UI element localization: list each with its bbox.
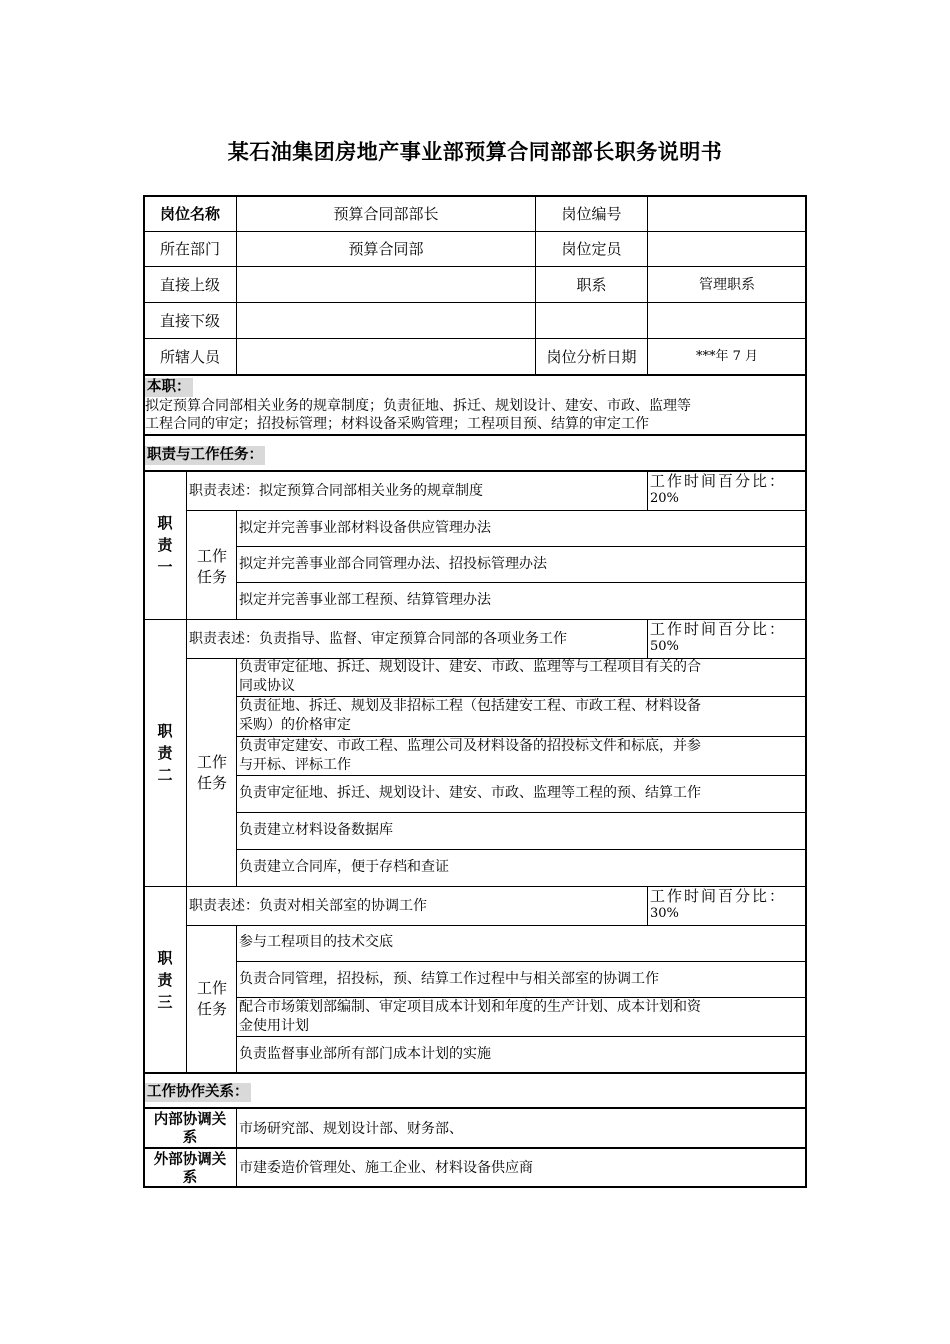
core-duty-label: 本职：: [147, 379, 191, 395]
analysis-date-value: ***年 7 月: [695, 348, 759, 364]
duty-2-task-label: 工作任务: [196, 753, 227, 792]
duty-2-task-3: 负责审定建安、市政工程、监理公司及材料设备的招投标文件和标底，并参 与开标、评标工作: [239, 738, 701, 773]
subordinate-label: 直接下级: [159, 311, 220, 330]
internal-relations-value: 市场研究部、规划设计部、财务部、: [239, 1121, 463, 1137]
duty-3-task-label: 工作任务: [196, 979, 227, 1018]
relations-section-label: 工作协作关系：: [147, 1084, 249, 1100]
job-family-value: 管理职系: [699, 276, 755, 293]
duty-3-task-1: 参与工程项目的技术交底: [239, 934, 393, 950]
duty-2-task-2: 负责征地、拆迁、规划及非招标工程（包括建安工程、市政工程、材料设备 采购）的价格审定: [239, 698, 701, 733]
duty-3-percentage: 工作时间百分比： 30%: [650, 887, 787, 921]
position-name-value: 预算合同部部长: [333, 204, 439, 223]
duty-3-task-2: 负责合同管理，招投标，预、结算工作过程中与相关部室的协调工作: [239, 971, 659, 987]
position-no-label: 岗位编号: [561, 204, 622, 223]
department-label: 所在部门: [159, 240, 220, 258]
superior-value: [237, 267, 535, 302]
duty-2-task-4: 负责审定征地、拆迁、规划设计、建安、市政、监理等工程的预、结算工作: [239, 785, 701, 801]
duty-2-name: 职 责 二: [157, 722, 173, 784]
duty-3-name: 职 责 三: [157, 949, 173, 1011]
duty-1-percentage: 工作时间百分比： 20%: [650, 472, 787, 506]
headcount-value: [648, 232, 806, 266]
staff-label: 所辖人员: [159, 347, 220, 366]
department-value: 预算合同部: [348, 240, 424, 258]
job-family-label: 职系: [576, 275, 607, 294]
core-duty-line-2: 工程合同的审定；招投标管理；材料设备采购管理；工程项目预、结算的审定工作: [145, 416, 649, 432]
superior-label: 直接上级: [159, 275, 220, 294]
duty-1-statement: 职责表述：拟定预算合同部相关业务的规章制度: [189, 482, 483, 499]
staff-value: [237, 339, 535, 374]
position-name-label: 岗位名称: [159, 204, 220, 223]
external-relations-value: 市建委造价管理处、施工企业、材料设备供应商: [239, 1160, 533, 1176]
duty-2-percentage: 工作时间百分比： 50%: [650, 620, 787, 654]
analysis-date-label: 岗位分析日期: [546, 347, 637, 366]
duty-3-task-3: 配合市场策划部编制、审定项目成本计划和年度的生产计划、成本计划和资 金使用计划: [239, 999, 701, 1034]
duty-1-task-2: 拟定并完善事业部合同管理办法、招投标管理办法: [239, 556, 547, 572]
duty-2-task-5: 负责建立材料设备数据库: [239, 822, 393, 838]
page-title: 某石油集团房地产事业部预算合同部部长职务说明书: [227, 140, 723, 164]
duty-3-task-4: 负责监督事业部所有部门成本计划的实施: [239, 1046, 491, 1062]
external-relations-label: 外部协调关 系: [153, 1152, 227, 1186]
internal-relations-label: 内部协调关 系: [153, 1112, 227, 1146]
duty-1-task-label: 工作任务: [196, 547, 227, 586]
duty-3-statement: 职责表述：负责对相关部室的协调工作: [189, 898, 427, 914]
duty-2-task-1: 负责审定征地、拆迁、规划设计、建安、市政、监理等与工程项目有关的合 同或协议: [239, 659, 701, 694]
duties-section-label: 职责与工作任务：: [147, 447, 263, 463]
position-no-value: [648, 196, 806, 231]
duty-1-task-3: 拟定并完善事业部工程预、结算管理办法: [239, 592, 491, 608]
headcount-label: 岗位定员: [561, 240, 622, 258]
duty-2-task-6: 负责建立合同库，便于存档和查证: [239, 859, 449, 875]
duty-1-name: 职 责 一: [157, 514, 173, 576]
duty-1-task-1: 拟定并完善事业部材料设备供应管理办法: [239, 520, 491, 536]
core-duty-line-1: 拟定预算合同部相关业务的规章制度；负责征地、拆迁、规划设计、建安、市政、监理等: [145, 398, 691, 414]
duty-2-statement: 职责表述：负责指导、监督、审定预算合同部的各项业务工作: [189, 631, 567, 647]
subordinate-value: [237, 303, 535, 338]
